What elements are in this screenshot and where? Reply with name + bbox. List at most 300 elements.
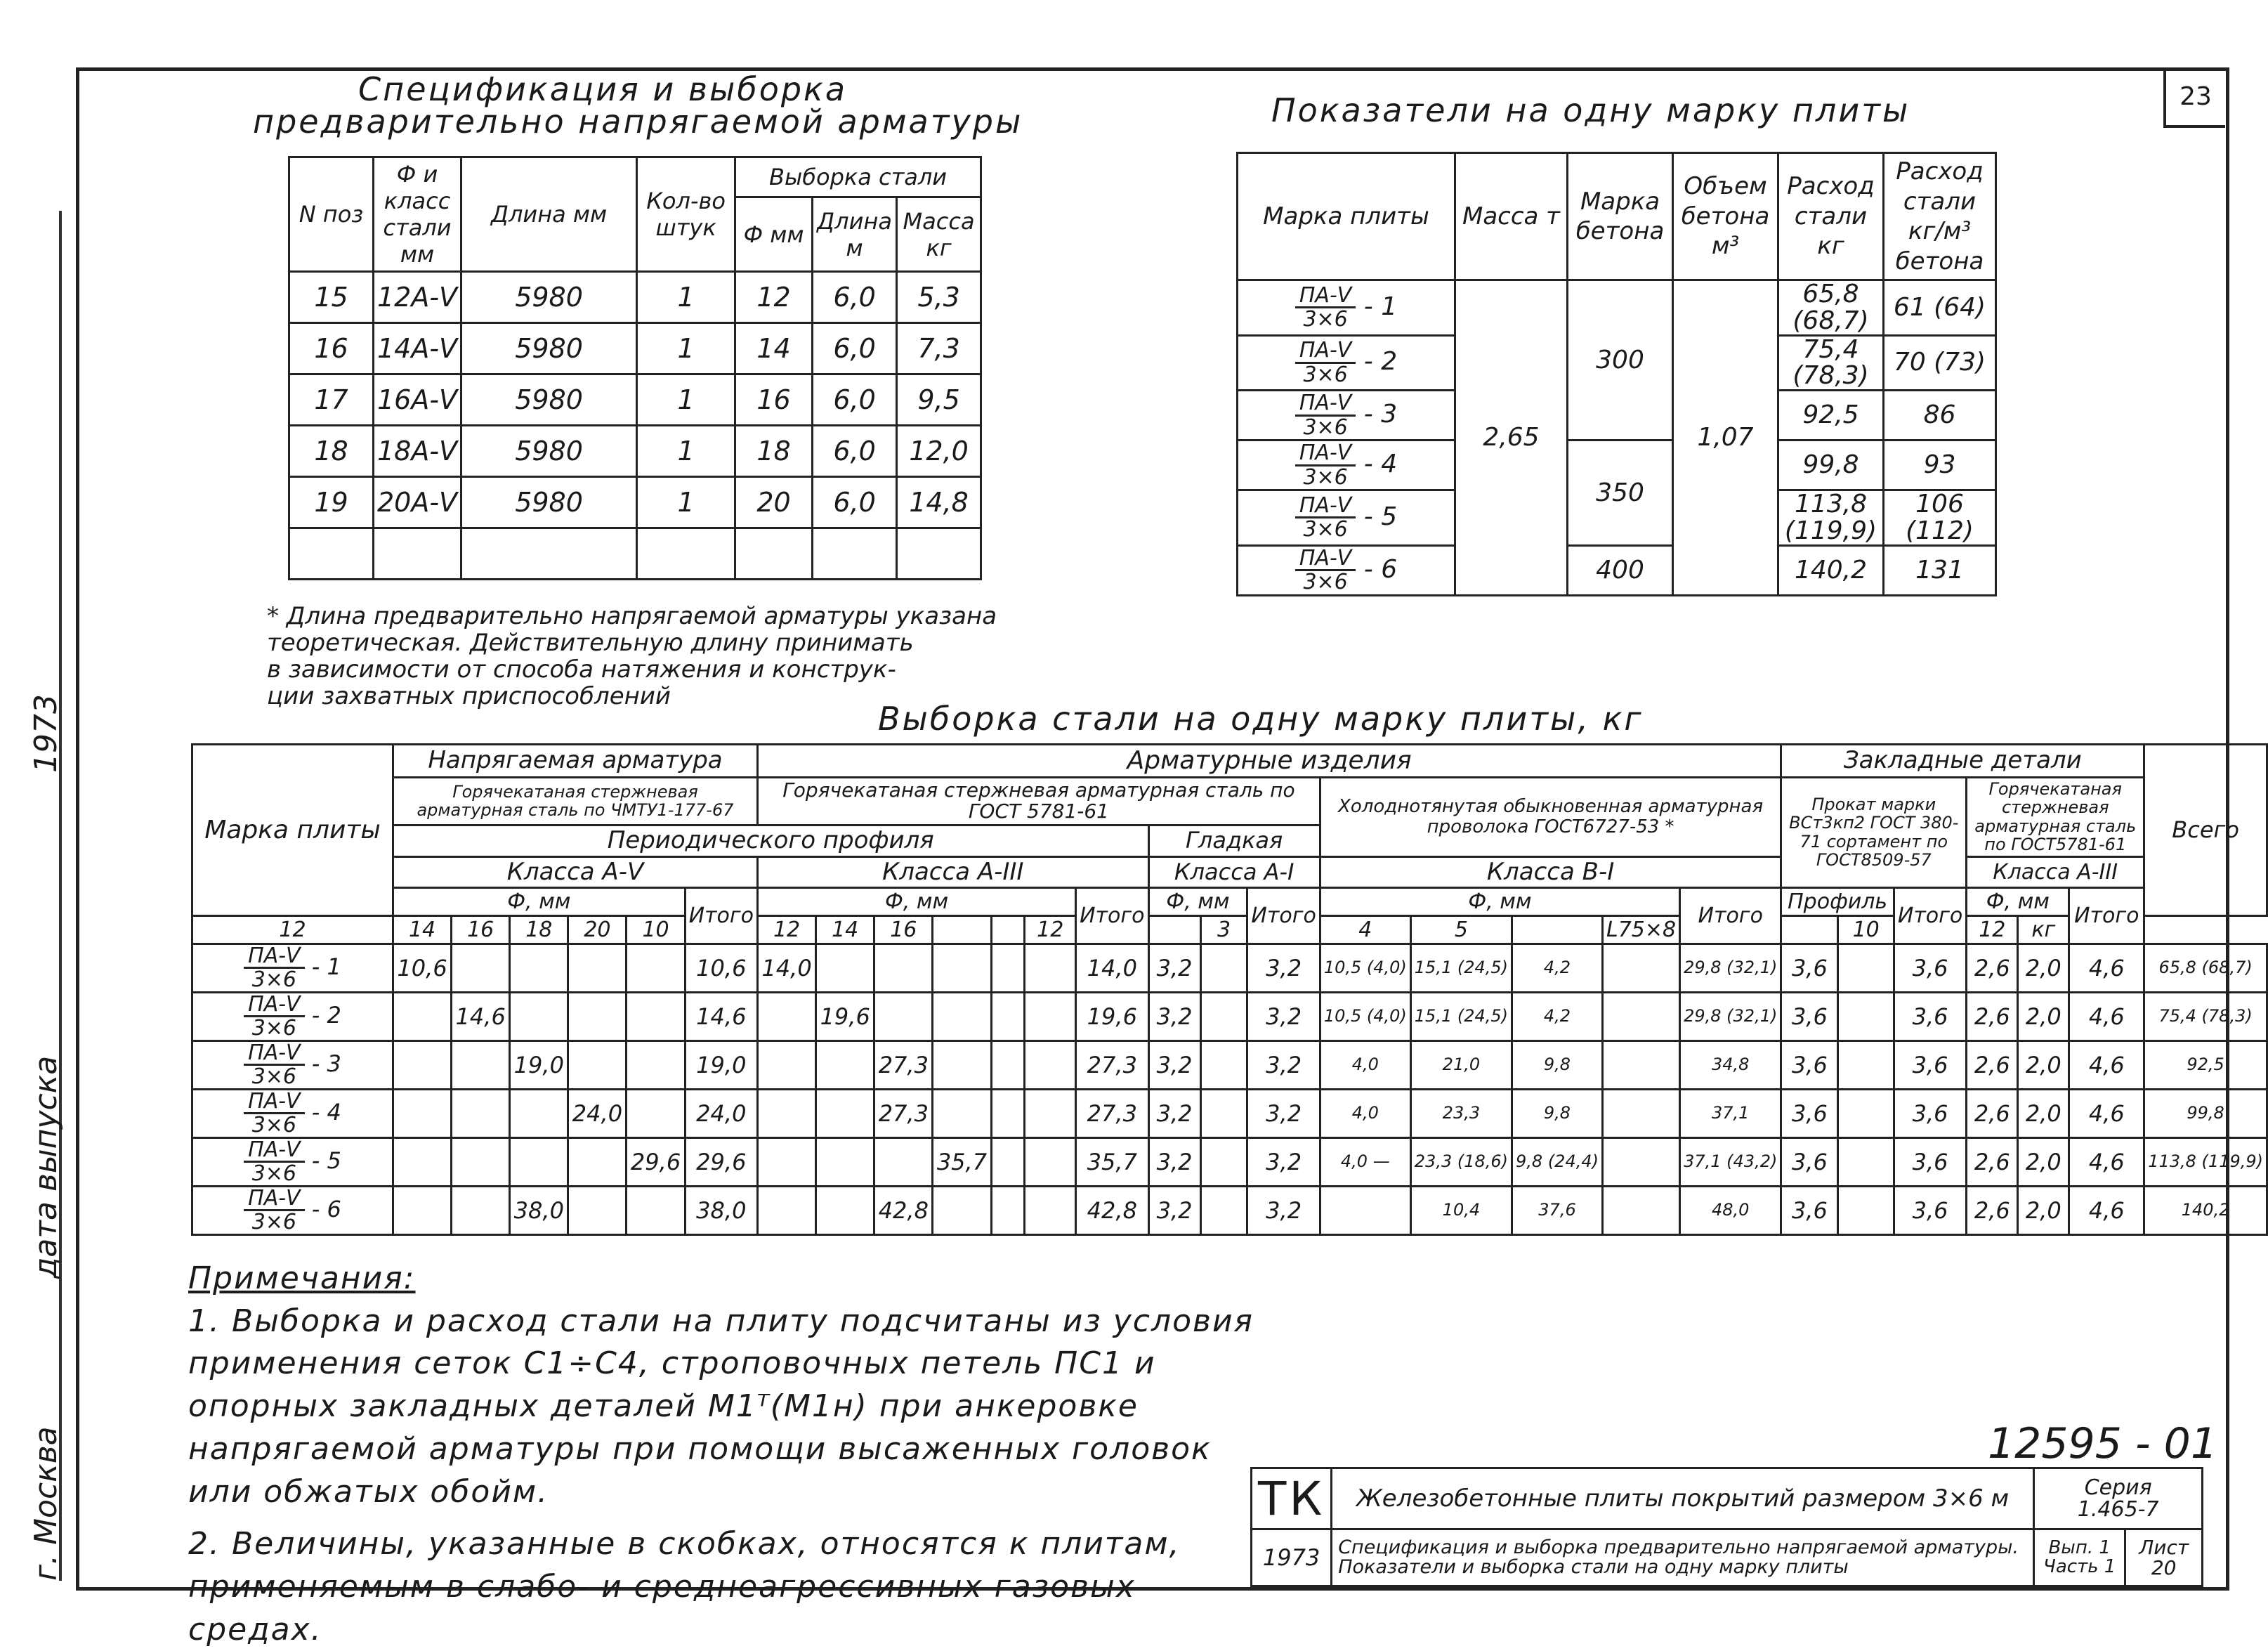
table-row: [192, 1137, 2267, 1186]
ind-cell-mark: [1238, 391, 1455, 441]
sel-head-cold: Холоднотянутая обыкновенная арматурная проволока ГОСТ6727-53 *: [1320, 777, 1781, 856]
sel-head-total: [2144, 745, 2267, 916]
diam-iii: 14: [816, 915, 874, 944]
sel-cell-blank: [1025, 992, 1076, 1040]
sel-cell-emb-total: 4,6: [2069, 1137, 2144, 1186]
table-row: [289, 477, 981, 528]
sel-cell-i: 3,2: [1148, 1040, 1200, 1089]
stamp-issue: Вып. 1 Часть 1: [2034, 1529, 2125, 1586]
sel-cell-v: [627, 1089, 685, 1137]
mark-numerator: ПА-V: [1295, 495, 1356, 519]
sel-cell-iii: [933, 1089, 991, 1137]
sel-head-rolled: Прокат марки ВСт3кп2 ГОСТ 380-71 сортамент по ГОСТ8509-57: [1781, 777, 1967, 887]
sel-cell-blank: [991, 944, 1025, 992]
table-row: [1238, 441, 1996, 490]
sel-cell-mark: [192, 1089, 393, 1137]
table-row-empty: [289, 528, 981, 580]
diam-iii: 16: [874, 915, 933, 944]
spec-cell-qty: 1: [637, 323, 735, 374]
diam-iii: 10: [627, 915, 685, 944]
sel-cell-bi-total: 29,8 (32,1): [1680, 992, 1781, 1040]
selection-table: [191, 743, 2268, 1236]
sel-cell-bi: [1320, 1186, 1410, 1234]
ind-head-mass: Масса т: [1455, 153, 1568, 280]
sel-cell-bi: 4,2: [1512, 992, 1603, 1040]
sel-cell-v-total: 24,0: [685, 1089, 757, 1137]
sel-cell-bi: 4,0: [1320, 1040, 1410, 1089]
ind-cell-steel-per: 61 (64): [1884, 280, 1996, 336]
spec-cell-mass: 5,3: [897, 272, 981, 323]
page-number: 23: [2163, 67, 2225, 128]
table-row: [192, 1089, 2267, 1137]
sel-cell-iii: [816, 1040, 874, 1089]
sel-cell-mark: [192, 1040, 393, 1089]
ind-cell-steel-per: 93: [1884, 441, 1996, 490]
mark-numerator: ПА-V: [1295, 339, 1356, 364]
sel-cell-bi: 10,5 (4,0): [1320, 944, 1410, 992]
binding-line: [59, 211, 62, 1581]
sel-cell-blank: [1200, 1040, 1247, 1089]
document-number: 12595 - 01: [1988, 1419, 2218, 1468]
sel-cell-v: 14,6: [452, 992, 510, 1040]
mark-suffix: 4: [327, 1098, 341, 1125]
sel-cell-v: [393, 1040, 451, 1089]
sel-cell-blank: [1200, 944, 1247, 992]
sel-cell-iii-total: 19,6: [1076, 992, 1148, 1040]
diam-bi: 3: [1200, 915, 1247, 944]
spec-table: [288, 156, 982, 580]
sel-cell-iii-total: 27,3: [1076, 1040, 1148, 1089]
sel-cell-bi: 10,4: [1410, 1186, 1512, 1234]
sel-cell-blank: [1025, 1137, 1076, 1186]
mark-suffix: 6: [327, 1195, 341, 1222]
diam-v: 16: [452, 915, 510, 944]
sel-head-class-bi: Класса В-I: [1320, 856, 1781, 887]
sel-cell-bi: 21,0: [1410, 1040, 1512, 1089]
notes: [188, 1258, 1256, 1651]
sel-cell-profile-total: 3,6: [1894, 1186, 1966, 1234]
table-row: [192, 944, 2267, 992]
mark-numerator: ПА-V: [1295, 392, 1356, 417]
sel-cell-v: [393, 1186, 451, 1234]
mark-numerator: ПА-V: [244, 993, 304, 1018]
sel-head-itogo-i: Итого: [1247, 887, 1320, 944]
sel-cell-iii: 42,8: [874, 1186, 933, 1234]
ind-cell-mass: 2,65: [1455, 280, 1568, 596]
total-unit: кг: [2018, 915, 2069, 944]
spec-cell-lm: 6,0: [813, 477, 897, 528]
spec-head-selection: Выборка стали: [735, 157, 981, 197]
sel-cell-v: [452, 1186, 510, 1234]
mark-numerator: ПА-V: [244, 1090, 304, 1115]
stamp-sheet-label: Лист: [2139, 1535, 2189, 1559]
spec-cell-len: 5980: [461, 426, 637, 477]
spec-table-body: [289, 272, 981, 580]
sel-cell-profile-total: 3,6: [1894, 1137, 1966, 1186]
sel-cell-profile-total: 3,6: [1894, 1040, 1966, 1089]
sel-cell-iii: [933, 1040, 991, 1089]
sel-cell-total: 140,2: [2144, 1186, 2267, 1234]
sel-cell-iii: [933, 944, 991, 992]
spec-cell-lm: 6,0: [813, 323, 897, 374]
diam-v: 12: [192, 915, 393, 944]
sel-cell-bi: 4,0 —: [1320, 1137, 1410, 1186]
ind-head-volume: Объем бетона м³: [1673, 153, 1778, 280]
ind-head-mark: Марка плиты: [1238, 153, 1455, 280]
sel-cell-bi-total: 29,8 (32,1): [1680, 944, 1781, 992]
sel-cell-total: 99,8: [2144, 1089, 2267, 1137]
sel-cell-profile: 3,6: [1781, 1186, 1838, 1234]
mark-dash: -: [1356, 292, 1382, 321]
ind-cell-steel-per: 70 (73): [1884, 335, 1996, 391]
spec-cell-lm: 6,0: [813, 426, 897, 477]
ind-cell-steel-per: 131: [1884, 545, 1996, 595]
table-row: [289, 272, 981, 323]
stamp-series: [2034, 1468, 2203, 1529]
empty-cell: [813, 528, 897, 580]
ind-cell-steel: 65,8 (68,7): [1778, 280, 1884, 336]
sel-head-phi-bi: Ф, мм: [1320, 887, 1679, 915]
sel-cell-iii: [816, 1186, 874, 1234]
mark-denominator: 3×6: [1303, 415, 1348, 440]
diam-profile-blank: [1781, 915, 1838, 944]
mark-denominator: 3×6: [251, 1064, 297, 1090]
ind-cell-steel-per: 106 (112): [1884, 490, 1996, 546]
mark-fraction: [244, 1090, 304, 1137]
diam-bi-blank: [1512, 915, 1603, 944]
diam-emb: 10: [1838, 915, 1894, 944]
spec-cell-len: 5980: [461, 477, 637, 528]
spec-cell-pos: 15: [289, 272, 374, 323]
sel-head-class-v: Класса А-V: [393, 856, 757, 887]
sel-cell-blank: [1602, 1186, 1679, 1234]
sel-cell-profile-total: 3,6: [1894, 1089, 1966, 1137]
stamp-series-value: 1.465-7: [2077, 1497, 2159, 1522]
spec-head-phi: Ф мм: [735, 197, 813, 272]
sel-cell-emb: 2,0: [2018, 992, 2069, 1040]
sel-cell-v: [393, 1137, 451, 1186]
note-1: 1. Выборка и расход стали на плиту подсчитаны из условия применения сеток С1÷С4, строповочных петель ПС1 и опорных закладных деталей М1ᵀ(М1н) при анкеровке напрягаемой арматуры при помощи высаженных головок или обжатых обойм.: [188, 1303, 1254, 1510]
spec-cell-qty: 1: [637, 477, 735, 528]
spec-cell-phi: 16: [735, 374, 813, 426]
sel-head-total-label: Всего: [2172, 816, 2239, 843]
sel-cell-bi-total: 34,8: [1680, 1040, 1781, 1089]
mark-denominator: 3×6: [251, 1113, 297, 1138]
mark-numerator: ПА-V: [1295, 442, 1356, 466]
sel-cell-emb: 2,0: [2018, 944, 2069, 992]
sel-head-phi-emb: Ф, мм: [1967, 887, 2069, 915]
spec-head-class: Ф и класс стали мм: [374, 157, 461, 272]
sel-cell-emb-total: 4,6: [2069, 1040, 2144, 1089]
sel-cell-blank: [1838, 1040, 1894, 1089]
sel-head-periodic: Периодического профиля: [393, 826, 1148, 856]
sel-cell-iii: [874, 1137, 933, 1186]
ind-cell-mark: [1238, 490, 1455, 546]
mark-dash: -: [1356, 450, 1382, 479]
mark-suffix: 3: [1381, 400, 1398, 429]
sel-cell-bi: 9,8: [1512, 1040, 1603, 1089]
spec-cell-cls: 14А-V: [374, 323, 461, 374]
sel-cell-profile: 3,6: [1781, 1137, 1838, 1186]
ind-head-steel: Расход стали кг: [1778, 153, 1884, 280]
sel-cell-v: [452, 1137, 510, 1186]
ind-cell-steel: 99,8: [1778, 441, 1884, 490]
sel-head-phi-i: Ф, мм: [1148, 887, 1247, 915]
sel-cell-i-total: 3,2: [1247, 992, 1320, 1040]
mark-numerator: ПА-V: [244, 1139, 304, 1163]
diam-iii-blank: [991, 915, 1025, 944]
sel-cell-blank: [1602, 1137, 1679, 1186]
sel-head-phi-v: Ф, мм: [393, 887, 685, 915]
sel-cell-emb: 2,6: [1967, 1186, 2018, 1234]
spec-cell-phi: 14: [735, 323, 813, 374]
sel-head-itogo-bi: Итого: [1680, 887, 1781, 944]
table-row: [192, 1186, 2267, 1234]
sel-cell-blank: [991, 1186, 1025, 1234]
mark-fraction: [244, 1042, 304, 1088]
sel-cell-emb: 2,6: [1967, 944, 2018, 992]
sel-cell-blank: [1602, 1089, 1679, 1137]
sel-cell-emb: 2,0: [2018, 1089, 2069, 1137]
mark-denominator: 3×6: [1303, 464, 1348, 490]
sel-cell-iii-total: 27,3: [1076, 1089, 1148, 1137]
sel-head-itogo-v: Итого: [685, 887, 757, 944]
sel-cell-i: 3,2: [1148, 1089, 1200, 1137]
mark-denominator: 3×6: [251, 967, 297, 993]
mark-fraction: [1295, 547, 1356, 594]
sel-cell-blank: [1838, 1186, 1894, 1234]
mark-numerator: ПА-V: [244, 945, 304, 970]
mark-denominator: 3×6: [1303, 570, 1348, 595]
sel-head-mark: Марка плиты: [192, 745, 393, 916]
sel-cell-v: [510, 1089, 568, 1137]
sel-cell-v: [627, 1186, 685, 1234]
mark-suffix: 4: [1381, 450, 1398, 479]
spec-title-1: Спецификация и выборка: [358, 70, 848, 108]
sel-cell-emb-total: 4,6: [2069, 1186, 2144, 1234]
diam-iii-blank: [933, 915, 991, 944]
sel-head-articles-sub: Горячекатаная стержневая арматурная сталь по ГОСТ 5781-61: [758, 777, 1320, 826]
sel-cell-v-total: 14,6: [685, 992, 757, 1040]
spec-cell-pos: 17: [289, 374, 374, 426]
sel-cell-emb: 2,0: [2018, 1040, 2069, 1089]
sel-cell-iii: [816, 1137, 874, 1186]
spec-head-lenm: Длина м: [813, 197, 897, 272]
sel-head-itogo-iii: Итого: [1076, 887, 1148, 944]
spec-head-mass: Масса кг: [897, 197, 981, 272]
stamp-tk: ТК: [1252, 1468, 1332, 1529]
sel-head-class-iii: Класса А-III: [758, 856, 1149, 887]
sel-cell-profile-total: 3,6: [1894, 992, 1966, 1040]
spec-cell-qty: 1: [637, 426, 735, 477]
stamp-subtitle: Спецификация и выборка предварительно напрягаемой арматуры. Показатели и выборка стали на одну марку плиты: [1332, 1529, 2034, 1586]
sel-cell-blank: [1838, 944, 1894, 992]
ind-cell-steel: 75,4 (78,3): [1778, 335, 1884, 391]
sel-cell-blank: [991, 992, 1025, 1040]
mark-suffix: 2: [327, 1001, 341, 1029]
sel-cell-v: [452, 1089, 510, 1137]
side-text-date: дата выпуска: [28, 1055, 64, 1279]
stamp-series-label: Серия: [2084, 1475, 2152, 1500]
sel-cell-blank: [1602, 944, 1679, 992]
side-text-city: г. Москва: [28, 1426, 64, 1581]
sel-cell-bi: 23,3: [1410, 1089, 1512, 1137]
mark-suffix: 5: [327, 1147, 341, 1174]
sel-cell-iii: [933, 992, 991, 1040]
sel-head-prestressed: Напрягаемая арматура: [393, 745, 757, 778]
sel-cell-iii: [758, 1089, 816, 1137]
sel-head-class-iii-emb: Класса А-III: [1967, 856, 2144, 887]
empty-cell: [461, 528, 637, 580]
ind-head-steel-per: Расход стали кг/м³ бетона: [1884, 153, 1996, 280]
sel-cell-emb-total: 4,6: [2069, 944, 2144, 992]
mark-denominator: 3×6: [251, 1161, 297, 1187]
sel-cell-profile: 3,6: [1781, 1089, 1838, 1137]
sel-cell-i-total: 3,2: [1247, 1089, 1320, 1137]
ind-cell-mark: [1238, 545, 1455, 595]
sel-cell-iii: [816, 1089, 874, 1137]
spec-cell-qty: 1: [637, 272, 735, 323]
sel-cell-v: [568, 1137, 627, 1186]
sel-cell-v-total: 38,0: [685, 1186, 757, 1234]
sel-cell-blank: [1025, 1040, 1076, 1089]
spec-cell-phi: 18: [735, 426, 813, 477]
stamp-year: 1973: [1252, 1529, 1332, 1586]
mark-denominator: 3×6: [1303, 517, 1348, 542]
table-row: [192, 992, 2267, 1040]
ind-cell-steel: 113,8 (119,9): [1778, 490, 1884, 546]
mark-suffix: 1: [327, 953, 341, 980]
sel-cell-blank: [1838, 1089, 1894, 1137]
sel-head-hot-emb: Горячекатаная стержневая арматурная сталь по ГОСТ5781-61: [1967, 777, 2144, 856]
sel-cell-blank: [1025, 1186, 1076, 1234]
title-block: [1250, 1467, 2203, 1587]
mark-fraction: [244, 993, 304, 1040]
sel-cell-bi: 9,8: [1512, 1089, 1603, 1137]
spec-cell-mass: 7,3: [897, 323, 981, 374]
sel-head-prestressed-sub: Горячекатаная стержневая арматурная сталь по ЧМТУ1-177-67: [393, 777, 757, 826]
sel-cell-blank: [1200, 1137, 1247, 1186]
sel-cell-iii: [758, 1137, 816, 1186]
sel-cell-i-total: 3,2: [1247, 944, 1320, 992]
sel-cell-blank: [1838, 992, 1894, 1040]
sel-head-itogo-emb: Итого: [2069, 887, 2144, 944]
sel-cell-blank: [1838, 1137, 1894, 1186]
sel-cell-bi: 23,3 (18,6): [1410, 1137, 1512, 1186]
sel-head-phi-iii: Ф, мм: [758, 887, 1076, 915]
ind-cell-steel: 92,5: [1778, 391, 1884, 441]
sel-cell-v: [452, 944, 510, 992]
diam-bi: 5: [1410, 915, 1512, 944]
sel-cell-v-total: 19,0: [685, 1040, 757, 1089]
sel-cell-blank: [991, 1040, 1025, 1089]
sel-cell-iii: 19,6: [816, 992, 874, 1040]
spec-cell-mass: 14,8: [897, 477, 981, 528]
sel-cell-i: 3,2: [1148, 944, 1200, 992]
mark-dash: -: [1356, 554, 1382, 584]
sel-cell-iii: [816, 944, 874, 992]
sel-cell-bi: 15,1 (24,5): [1410, 944, 1512, 992]
sel-cell-v: [568, 992, 627, 1040]
mark-suffix: 3: [327, 1050, 341, 1077]
sel-cell-iii: [758, 1040, 816, 1089]
sel-cell-blank: [1200, 1186, 1247, 1234]
sel-cell-v: [393, 992, 451, 1040]
sel-cell-v: 24,0: [568, 1089, 627, 1137]
table-row: [1238, 545, 1996, 595]
empty-cell: [897, 528, 981, 580]
empty-cell: [374, 528, 461, 580]
spec-cell-pos: 16: [289, 323, 374, 374]
sel-cell-iii: [933, 1186, 991, 1234]
sel-head-class-i: Класса А-I: [1148, 856, 1320, 887]
sel-cell-emb: 2,6: [1967, 1089, 2018, 1137]
empty-cell: [735, 528, 813, 580]
sel-cell-i-total: 3,2: [1247, 1186, 1320, 1234]
table-row: [289, 323, 981, 374]
sel-cell-iii: [874, 992, 933, 1040]
sel-cell-mark: [192, 1186, 393, 1234]
sel-cell-total: 113,8 (119,9): [2144, 1137, 2267, 1186]
spec-head-pos: N поз: [289, 157, 374, 272]
sel-cell-i: 3,2: [1148, 1186, 1200, 1234]
sel-cell-iii: [758, 992, 816, 1040]
spec-cell-cls: 12А-V: [374, 272, 461, 323]
sel-cell-i-total: 3,2: [1247, 1137, 1320, 1186]
indicators-table: [1236, 152, 1997, 596]
sel-cell-iii: 27,3: [874, 1089, 933, 1137]
notes-heading: Примечания:: [188, 1260, 416, 1296]
sel-cell-blank: [1025, 944, 1076, 992]
spec-cell-len: 5980: [461, 374, 637, 426]
sel-head-profile: Профиль: [1781, 887, 1894, 915]
mark-denominator: 3×6: [1303, 307, 1348, 332]
note-2: 2. Величины, указанные в скобках, относятся к плитам, применяемым в слабо- и среднеагрессивных газовых средах.: [188, 1526, 1181, 1647]
ind-cell-mark: [1238, 441, 1455, 490]
spec-cell-pos: 19: [289, 477, 374, 528]
sel-cell-i-total: 3,2: [1247, 1040, 1320, 1089]
spec-cell-len: 5980: [461, 272, 637, 323]
spec-cell-lm: 6,0: [813, 374, 897, 426]
table-row: [192, 1040, 2267, 1089]
mark-denominator: 3×6: [251, 1210, 297, 1235]
spec-head-length: Длина мм: [461, 157, 637, 272]
sel-cell-v: [627, 1040, 685, 1089]
spec-cell-qty: 1: [637, 374, 735, 426]
spec-cell-cls: 16А-V: [374, 374, 461, 426]
sel-cell-v: [627, 992, 685, 1040]
sel-cell-bi: 9,8 (24,4): [1512, 1137, 1603, 1186]
mark-fraction: [1295, 442, 1356, 488]
sel-cell-blank: [1200, 1089, 1247, 1137]
mark-denominator: 3×6: [1303, 362, 1348, 387]
ind-head-grade: Марка бетона: [1568, 153, 1673, 280]
sel-cell-profile-total: 3,6: [1894, 944, 1966, 992]
mark-fraction: [1295, 282, 1356, 332]
sel-cell-i: 3,2: [1148, 1137, 1200, 1186]
sel-cell-iii: 27,3: [874, 1040, 933, 1089]
table-row: [1238, 280, 1996, 336]
spec-cell-pos: 18: [289, 426, 374, 477]
sel-cell-iii-total: 35,7: [1076, 1137, 1148, 1186]
stamp-sheet-value: 20: [2151, 1556, 2177, 1579]
sel-cell-blank: [991, 1089, 1025, 1137]
ind-cell-grade: 300: [1568, 280, 1673, 441]
spec-cell-mass: 9,5: [897, 374, 981, 426]
sel-cell-bi: 4,0: [1320, 1089, 1410, 1137]
sel-cell-iii: 35,7: [933, 1137, 991, 1186]
sel-cell-bi: 15,1 (24,5): [1410, 992, 1512, 1040]
